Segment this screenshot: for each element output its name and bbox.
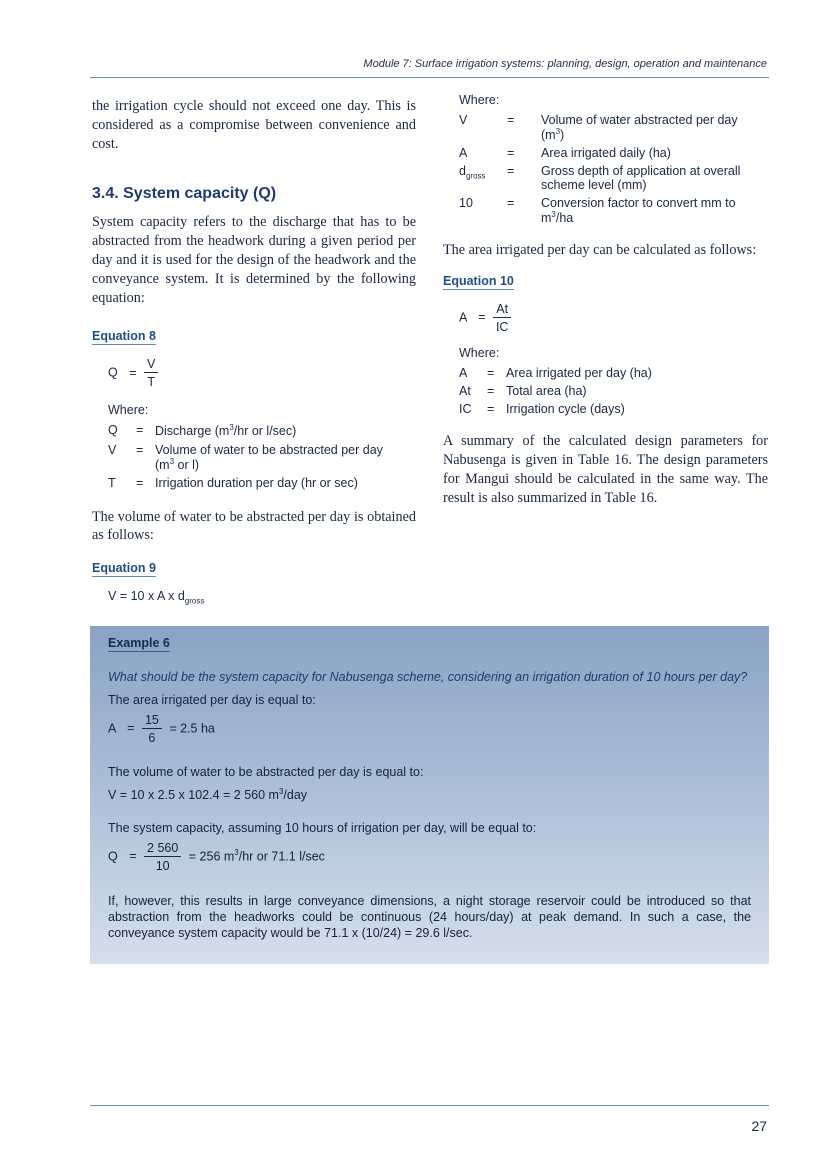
eq9-def-v bbox=[459, 113, 768, 142]
def-symbol: A bbox=[459, 146, 468, 161]
example-question: What should be the system capacity for Nabusenga scheme, considering an irrigation duration of 10 hours per day? bbox=[108, 670, 748, 684]
running-header: Module 7: Surface irrigation systems: planning, design, operation and maintenance bbox=[363, 58, 767, 70]
def-equals: = bbox=[136, 442, 144, 457]
equation-9-formula: V = 10 x A x $d_{gross}$ bbox=[108, 589, 205, 606]
equation-9-label: Equation 9 bbox=[92, 561, 156, 576]
def-text: Volume of water abstracted per day $(m^3)$ bbox=[541, 113, 738, 143]
example-volume-formula: V = 10 x 2.5 x 102.4 = 2 560 $m^3$/day bbox=[108, 787, 308, 803]
equation-9-block bbox=[92, 559, 416, 606]
right-column bbox=[443, 93, 768, 507]
eq8-definitions bbox=[108, 423, 416, 489]
eq8-equals: = bbox=[129, 365, 137, 380]
example-content bbox=[108, 634, 751, 941]
example-line-area: The area irrigated per day is equal to: bbox=[108, 693, 316, 707]
eq10-numerator: At bbox=[493, 302, 512, 318]
equation-10-label: Equation 10 bbox=[443, 274, 514, 289]
def-equals: = bbox=[487, 402, 495, 417]
equation-8-formula bbox=[108, 357, 416, 389]
def-text: Total area (ha) bbox=[506, 384, 587, 399]
def-equals: = bbox=[507, 196, 515, 211]
def-equals: = bbox=[136, 475, 144, 490]
eq9-def-10 bbox=[459, 196, 768, 225]
equation-10-block bbox=[443, 272, 768, 416]
equation-8-label: Equation 8 bbox=[92, 329, 156, 344]
eq8-denominator: T bbox=[147, 375, 155, 390]
def-text: Area irrigated daily (ha) bbox=[541, 146, 671, 161]
area-paragraph: The area irrigated per day can be calculated as follows: bbox=[443, 242, 757, 259]
def-text: Volume of water to be abstracted per day ($m^3$ or l) bbox=[155, 442, 383, 472]
equation-8-block bbox=[92, 327, 416, 489]
eq10-def-ic bbox=[459, 402, 768, 416]
eq8-fraction bbox=[144, 357, 158, 389]
def-symbol: A bbox=[459, 366, 468, 381]
def-symbol: T bbox=[108, 475, 116, 490]
eq10-where: Where: bbox=[459, 346, 500, 361]
page-number: 27 bbox=[751, 1118, 767, 1134]
equation-10-formula bbox=[459, 302, 768, 334]
eq10-fraction bbox=[493, 302, 512, 334]
eq8-where: Where: bbox=[108, 403, 149, 418]
eq8-def-t bbox=[108, 476, 416, 490]
eq9-def-dgross bbox=[459, 164, 768, 192]
eq10-denominator: IC bbox=[495, 320, 509, 335]
eq9-definitions bbox=[459, 113, 768, 225]
def-equals: = bbox=[507, 164, 515, 179]
def-text: Discharge ($m^3/hr$ or l/sec) bbox=[155, 423, 297, 439]
def-text: Irrigation cycle (days) bbox=[506, 402, 625, 417]
eq8-def-q bbox=[108, 423, 416, 438]
example-closing: If, however, this results in large conveyance dimensions, a night storage reservoir could be introduced so that abstraction from the headworks could be continuous (24 hours/day) at peak demand. In such a case, the conveyance system capacity would be 71.1 x (10/24) = 29.6 l/sec. bbox=[108, 894, 751, 941]
example-line-capacity: The system capacity, assuming 10 hours of irrigation per day, will be equal to: bbox=[108, 821, 537, 836]
eq10-definitions bbox=[459, 366, 768, 416]
eq10-def-at bbox=[459, 384, 768, 398]
def-symbol: $d_{gross}$ bbox=[459, 164, 486, 181]
example-capacity-formula: Q = $\frac{2 560}{10}$ = 256 $m^3/hr$ or 71.1 l/sec bbox=[108, 841, 325, 874]
summary-paragraph: A summary of the calculated design parameters for Nabusenga is given in Table 16. The design parameters for Mangui should be calculated in the same way. The result is also summarized in Table 16. bbox=[443, 433, 768, 506]
def-symbol: 10 bbox=[459, 196, 473, 211]
def-text: Conversion factor to convert mm to $m^3/ha$ bbox=[541, 196, 736, 226]
eq10-lhs: A bbox=[459, 310, 467, 325]
def-text: Gross depth of application at overall scheme level (mm) bbox=[541, 164, 741, 193]
example-title: Example 6 bbox=[108, 636, 170, 650]
section-paragraph: System capacity refers to the discharge that has to be abstracted from the headwork during a given period per day and it is used for the design of the headwork and the conveyance system. It is determined by the following equation: bbox=[92, 214, 416, 306]
example-box bbox=[90, 626, 769, 964]
left-column bbox=[92, 97, 416, 606]
eq9-def-a bbox=[459, 146, 768, 160]
def-equals: = bbox=[487, 366, 495, 381]
eq10-def-a bbox=[459, 366, 768, 380]
def-equals: = bbox=[136, 423, 144, 438]
def-text: Irrigation duration per day (hr or sec) bbox=[155, 475, 358, 490]
area-fraction: $\frac{15}{6}$ bbox=[142, 713, 162, 745]
def-equals: = bbox=[507, 113, 515, 127]
def-text: Area irrigated per day (ha) bbox=[506, 366, 652, 381]
section-title: 3.4. System capacity (Q) bbox=[92, 185, 277, 203]
def-equals: = bbox=[507, 146, 515, 161]
example-line-volume: The volume of water to be abstracted per day is equal to: bbox=[108, 765, 424, 779]
def-symbol: V bbox=[108, 442, 117, 457]
footer-rule bbox=[90, 1105, 769, 1106]
def-symbol: Q bbox=[108, 423, 118, 438]
eq8-def-v bbox=[108, 443, 416, 472]
capacity-fraction: $\frac{2 560}{10}$ bbox=[144, 841, 181, 873]
header-rule bbox=[90, 77, 769, 78]
intro-paragraph: the irrigation cycle should not exceed one day. This is considered as a compromise between convenience and cost. bbox=[92, 98, 416, 152]
eq10-equals: = bbox=[478, 310, 486, 325]
eq8-numerator: V bbox=[144, 357, 158, 373]
def-symbol: V bbox=[459, 113, 468, 127]
def-symbol: At bbox=[459, 384, 471, 399]
def-symbol: IC bbox=[459, 402, 472, 417]
volume-paragraph: The volume of water to be abstracted per day is obtained as follows: bbox=[92, 508, 416, 544]
def-equals: = bbox=[487, 384, 495, 399]
example-area-formula: A = $\frac{15}{6}$ = 2.5 ha bbox=[108, 713, 215, 745]
eq8-lhs: Q bbox=[108, 365, 118, 380]
eq9-where: Where: bbox=[459, 93, 500, 107]
